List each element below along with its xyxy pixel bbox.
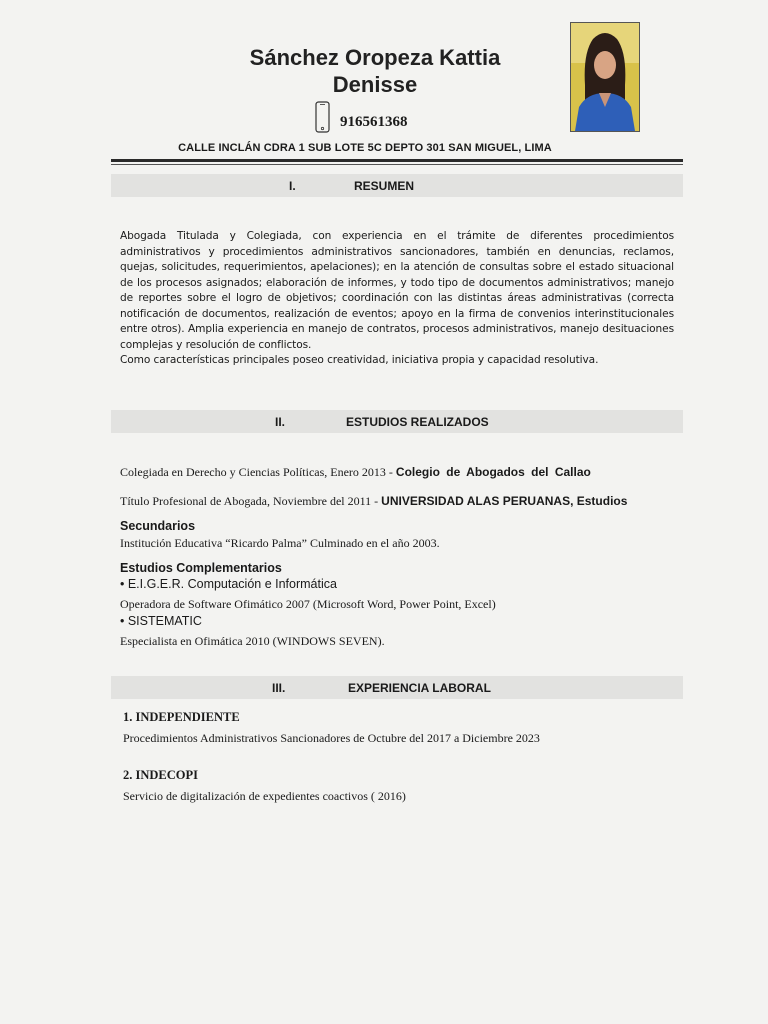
phone-number: 916561368 [340, 114, 408, 130]
bullet-eiger-desc: Operadora de Software Ofimático 2007 (Microsoft Word, Power Point, Excel) [120, 597, 496, 611]
experience-description: Servicio de digitalización de expedientes coactivos ( 2016) [123, 789, 406, 803]
section-number: I. [289, 179, 296, 193]
section-number: III. [272, 681, 286, 695]
candidate-name [200, 44, 550, 98]
section-number: II. [275, 415, 286, 429]
complementarios-heading: Estudios Complementarios [120, 561, 282, 575]
bullet-sistematic-desc: Especialista en Ofimática 2010 (WINDOWS SEVEN). [120, 634, 385, 648]
experience-title: 2. INDECOPI [123, 768, 199, 782]
name-line-2: Denisse [332, 72, 418, 97]
address: CALLE INCLÁN CDRA 1 SUB LOTE 5C DEPTO 301 SAN MIGUEL, LIMA [178, 142, 552, 154]
header-divider-thick [111, 159, 683, 162]
name-line-1: Sánchez Oropeza Kattia [249, 45, 501, 70]
profile-photo [570, 22, 640, 132]
summary-text [120, 229, 674, 369]
header-divider-thin [111, 164, 683, 165]
study-colegiada: Colegiada en Derecho y Ciencias Políticas, Enero 2013 - Colegio de Abogados del Callao [120, 465, 591, 479]
section-resumen-header [111, 174, 683, 197]
experience-description: Procedimientos Administrativos Sancionadores de Octubre del 2017 a Diciembre 2023 [123, 731, 540, 745]
section-estudios-header [111, 410, 683, 433]
bullet-eiger: • E.I.G.E.R. Computación e Informática [120, 577, 337, 591]
section-title: EXPERIENCIA LABORAL [348, 681, 491, 695]
secundarios-text: Institución Educativa “Ricardo Palma” Culminado en el año 2003. [120, 536, 440, 550]
institution-name: Colegio de Abogados del Callao [395, 465, 591, 479]
portrait-image [571, 23, 639, 131]
experience-title: 1. INDEPENDIENTE [123, 710, 240, 724]
secundarios-heading: Secundarios [120, 519, 196, 533]
institution-name: UNIVERSIDAD ALAS PERUANAS, Estudios [381, 494, 628, 508]
section-title: ESTUDIOS REALIZADOS [346, 415, 489, 429]
study-titulo: Título Profesional de Abogada, Noviembre del 2011 - UNIVERSIDAD ALAS PERUANAS, Estudios [120, 494, 628, 508]
summary-paragraph: Abogada Titulada y Colegiada, con experiencia en el trámite de diferentes procedimientos administrativos y procedimientos administrativos sancionadores, también en denuncias, reclamos, quejas, solicitudes, requerimientos, apelaciones); en la atención de consultas sobre el estado situacional de los procesos asignados; elaboración de informes, y todo tipo de documentos administrativos; manejo de reportes sobre el logro de objetivos; coordinación con las distintas áreas administrativas (correcta notificación de documentos, realización de eventos; apoyo en la firma de convenios interinstitucionales entre otros). Amplia experiencia en manejo de contratos, procesos administrativos, manejo desituaciones complejas y resolución de conflictos. [120, 230, 674, 351]
bullet-sistematic: • SISTEMATIC [120, 614, 202, 628]
phone-icon [315, 101, 331, 133]
summary-closing: Como características principales poseo creatividad, iniciativa propia y capacidad resolutiva. [120, 354, 599, 366]
section-experiencia-header [111, 676, 683, 699]
section-title: RESUMEN [354, 179, 415, 193]
